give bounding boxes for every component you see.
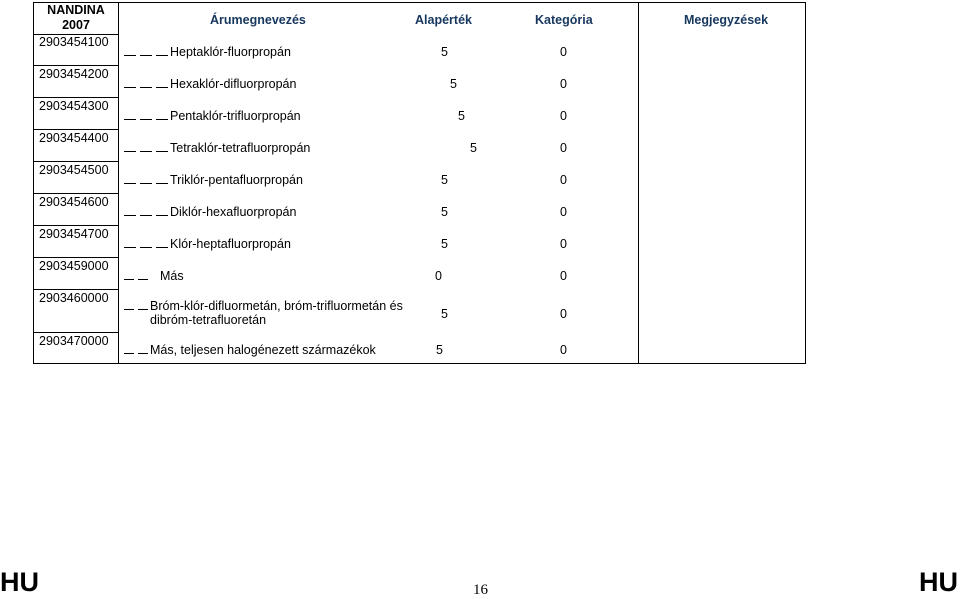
category-value: 0	[560, 45, 567, 59]
category-value: 0	[560, 269, 567, 283]
tariff-table	[33, 2, 806, 364]
nandina-year: 2007	[62, 18, 90, 32]
indent-dashes	[124, 141, 168, 155]
base-rate-value: 0	[435, 269, 442, 283]
page-number: 16	[473, 582, 488, 598]
list-item	[124, 343, 594, 363]
base-rate-value: 5	[441, 205, 448, 219]
indent-dashes	[124, 299, 148, 313]
product-name: Más, teljesen halogénezett származékok	[150, 343, 376, 357]
category-value: 0	[560, 307, 567, 321]
list-item	[124, 237, 594, 257]
base-rate-value: 5	[441, 307, 448, 321]
product-name: Más	[160, 269, 184, 283]
indent-dashes	[124, 173, 168, 187]
indent-dashes	[124, 109, 168, 123]
indent-dashes	[124, 45, 168, 59]
category-value: 0	[560, 141, 567, 155]
product-name: Tetraklór-tetrafluorpropán	[170, 141, 311, 155]
footer-country-code-left: HU	[0, 567, 39, 597]
product-header: Árumegnevezés	[210, 13, 306, 27]
category-value: 0	[560, 343, 567, 357]
base-rate-value: 5	[436, 343, 443, 357]
base-rate-header: Alapérték	[415, 13, 472, 27]
product-name: Pentaklór-trifluorpropán	[170, 109, 301, 123]
code-cell: 2903454600	[34, 194, 118, 226]
list-item	[124, 173, 594, 193]
product-name: Hexaklór-difluorpropán	[170, 77, 297, 91]
code-cell: 2903470000	[39, 334, 109, 348]
code-cell: 2903454700	[34, 226, 118, 258]
product-name: Bróm-klór-difluormetán, bróm-trifluormetán és dibróm-tetrafluoretán	[150, 299, 403, 327]
category-value: 0	[560, 109, 567, 123]
indent-dashes	[124, 205, 168, 219]
product-name: Heptaklór-fluorpropán	[170, 45, 291, 59]
remarks-header: Megjegyzések	[684, 13, 769, 27]
base-rate-value: 5	[450, 77, 457, 91]
base-rate-value: 5	[441, 173, 448, 187]
indent-dashes	[124, 77, 168, 91]
nandina-label: NANDINA	[47, 3, 105, 17]
base-rate-value: 5	[470, 141, 477, 155]
code-cell: 2903454100	[34, 34, 118, 66]
category-value: 0	[560, 237, 567, 251]
code-column-header	[34, 3, 118, 35]
indent-dashes	[124, 237, 168, 251]
base-rate-value: 5	[458, 109, 465, 123]
indent-dashes	[124, 269, 148, 283]
code-cell: 2903454500	[34, 162, 118, 194]
remarks-divider	[638, 3, 639, 363]
category-value: 0	[560, 205, 567, 219]
footer-country-code-right: HU	[919, 567, 958, 597]
code-cell: 2903459000	[34, 258, 118, 290]
product-name: Klór-heptafluorpropán	[170, 237, 291, 251]
category-value: 0	[560, 77, 567, 91]
list-item	[124, 109, 594, 129]
code-cell: 2903454300	[34, 98, 118, 130]
list-item	[124, 77, 594, 97]
list-item	[124, 205, 594, 225]
category-value: 0	[560, 173, 567, 187]
indent-dashes	[124, 343, 148, 357]
product-name: Diklór-hexafluorpropán	[170, 205, 297, 219]
category-header: Kategória	[535, 13, 593, 27]
base-rate-value: 5	[441, 237, 448, 251]
product-name: Triklór-pentafluorpropán	[170, 173, 303, 187]
list-item	[124, 141, 594, 161]
code-column	[34, 3, 119, 363]
list-item	[124, 299, 594, 333]
code-cell: 2903454200	[34, 66, 118, 98]
base-rate-value: 5	[441, 45, 448, 59]
code-cell: 2903454400	[34, 130, 118, 162]
list-item	[124, 45, 594, 65]
code-cell: 2903460000	[34, 290, 118, 333]
list-item	[124, 269, 594, 289]
